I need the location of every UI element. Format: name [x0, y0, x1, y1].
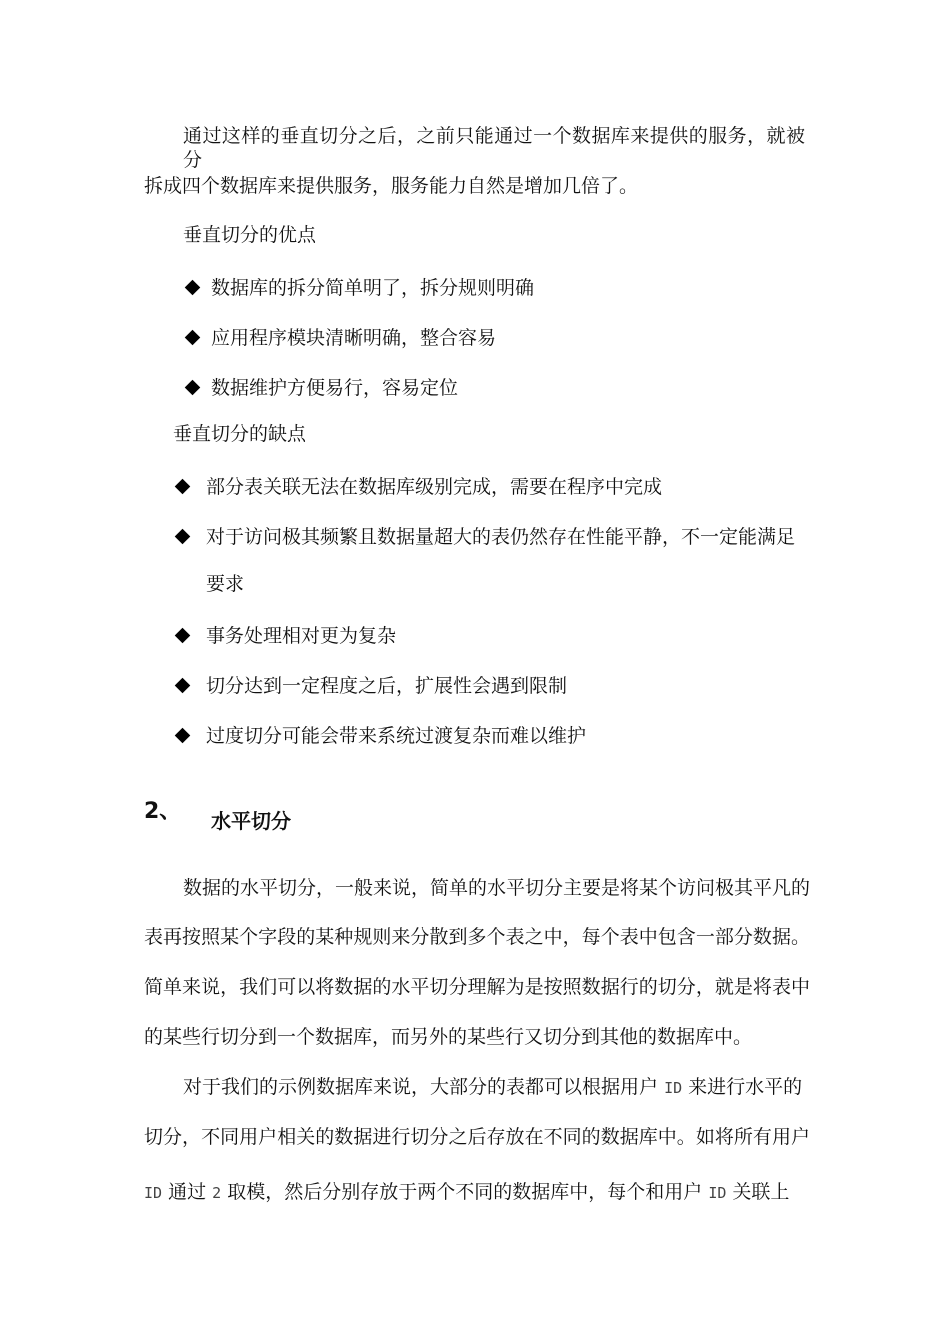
disadvantages-heading: 垂直切分的缺点 [173, 423, 307, 445]
section-number: 2、 [144, 799, 182, 824]
section-title: 水平切分 [211, 809, 291, 833]
para2-line-1 [183, 1075, 802, 1100]
diamond-bullet-icon [185, 330, 201, 346]
id-term: ID [708, 1184, 727, 1202]
advantage-item: 应用程序模块清晰明确，整合容易 [211, 327, 497, 349]
id-term: ID [144, 1184, 163, 1202]
diamond-bullet-icon [185, 280, 201, 296]
disadvantage-item: 部分表关联无法在数据库级别完成，需要在程序中完成 [206, 476, 663, 498]
advantages-heading: 垂直切分的优点 [183, 224, 317, 246]
para2-text: 来进行水平的 [688, 1076, 803, 1098]
disadvantage-item-continuation: 要求 [206, 573, 245, 595]
advantage-item: 数据维护方便易行，容易定位 [211, 377, 459, 399]
para2-text: 对于我们的示例数据库来说，大部分的表都可以根据用户 [183, 1076, 659, 1098]
diamond-bullet-icon [185, 380, 201, 396]
diamond-bullet-icon [175, 529, 191, 545]
diamond-bullet-icon [175, 479, 191, 495]
id-term: ID [664, 1079, 683, 1097]
disadvantage-item: 切分达到一定程度之后，扩展性会遇到限制 [206, 675, 568, 697]
para1-line-3: 简单来说，我们可以将数据的水平切分理解为是按照数据行的切分，就是将表中 [144, 976, 810, 998]
disadvantage-item: 对于访问极其频繁且数据量超大的表仍然存在性能平静，不一定能满足 [206, 526, 796, 548]
para2-text: 通过 [168, 1181, 207, 1203]
diamond-bullet-icon [175, 728, 191, 744]
para1-line-4: 的某些行切分到一个数据库，而另外的某些行又切分到其他的数据库中。 [144, 1026, 753, 1048]
intro-line-1: 通过这样的垂直切分之后，之前只能通过一个数据库来提供的服务，就被分 [183, 125, 805, 171]
disadvantage-item: 过度切分可能会带来系统过渡复杂而难以维护 [206, 725, 587, 747]
para1-line-1: 数据的水平切分，一般来说，简单的水平切分主要是将某个访问极其平凡的 [183, 877, 811, 899]
diamond-bullet-icon [175, 628, 191, 644]
advantage-item: 数据库的拆分简单明了，拆分规则明确 [211, 277, 535, 299]
para2-text: 关联上 [732, 1181, 790, 1203]
intro-line-2: 拆成四个数据库来提供服务，服务能力自然是增加几倍了。 [144, 175, 639, 197]
diamond-bullet-icon [175, 678, 191, 694]
modulo-number: 2 [212, 1184, 222, 1202]
para2-line-3 [144, 1180, 789, 1205]
para2-text: 取模，然后分别存放于两个不同的数据库中，每个和用户 [227, 1181, 703, 1203]
para2-line-2: 切分，不同用户相关的数据进行切分之后存放在不同的数据库中。如将所有用户 [144, 1126, 810, 1148]
para1-line-2: 表再按照某个字段的某种规则来分散到多个表之中，每个表中包含一部分数据。 [144, 926, 810, 948]
disadvantage-item: 事务处理相对更为复杂 [206, 625, 397, 647]
